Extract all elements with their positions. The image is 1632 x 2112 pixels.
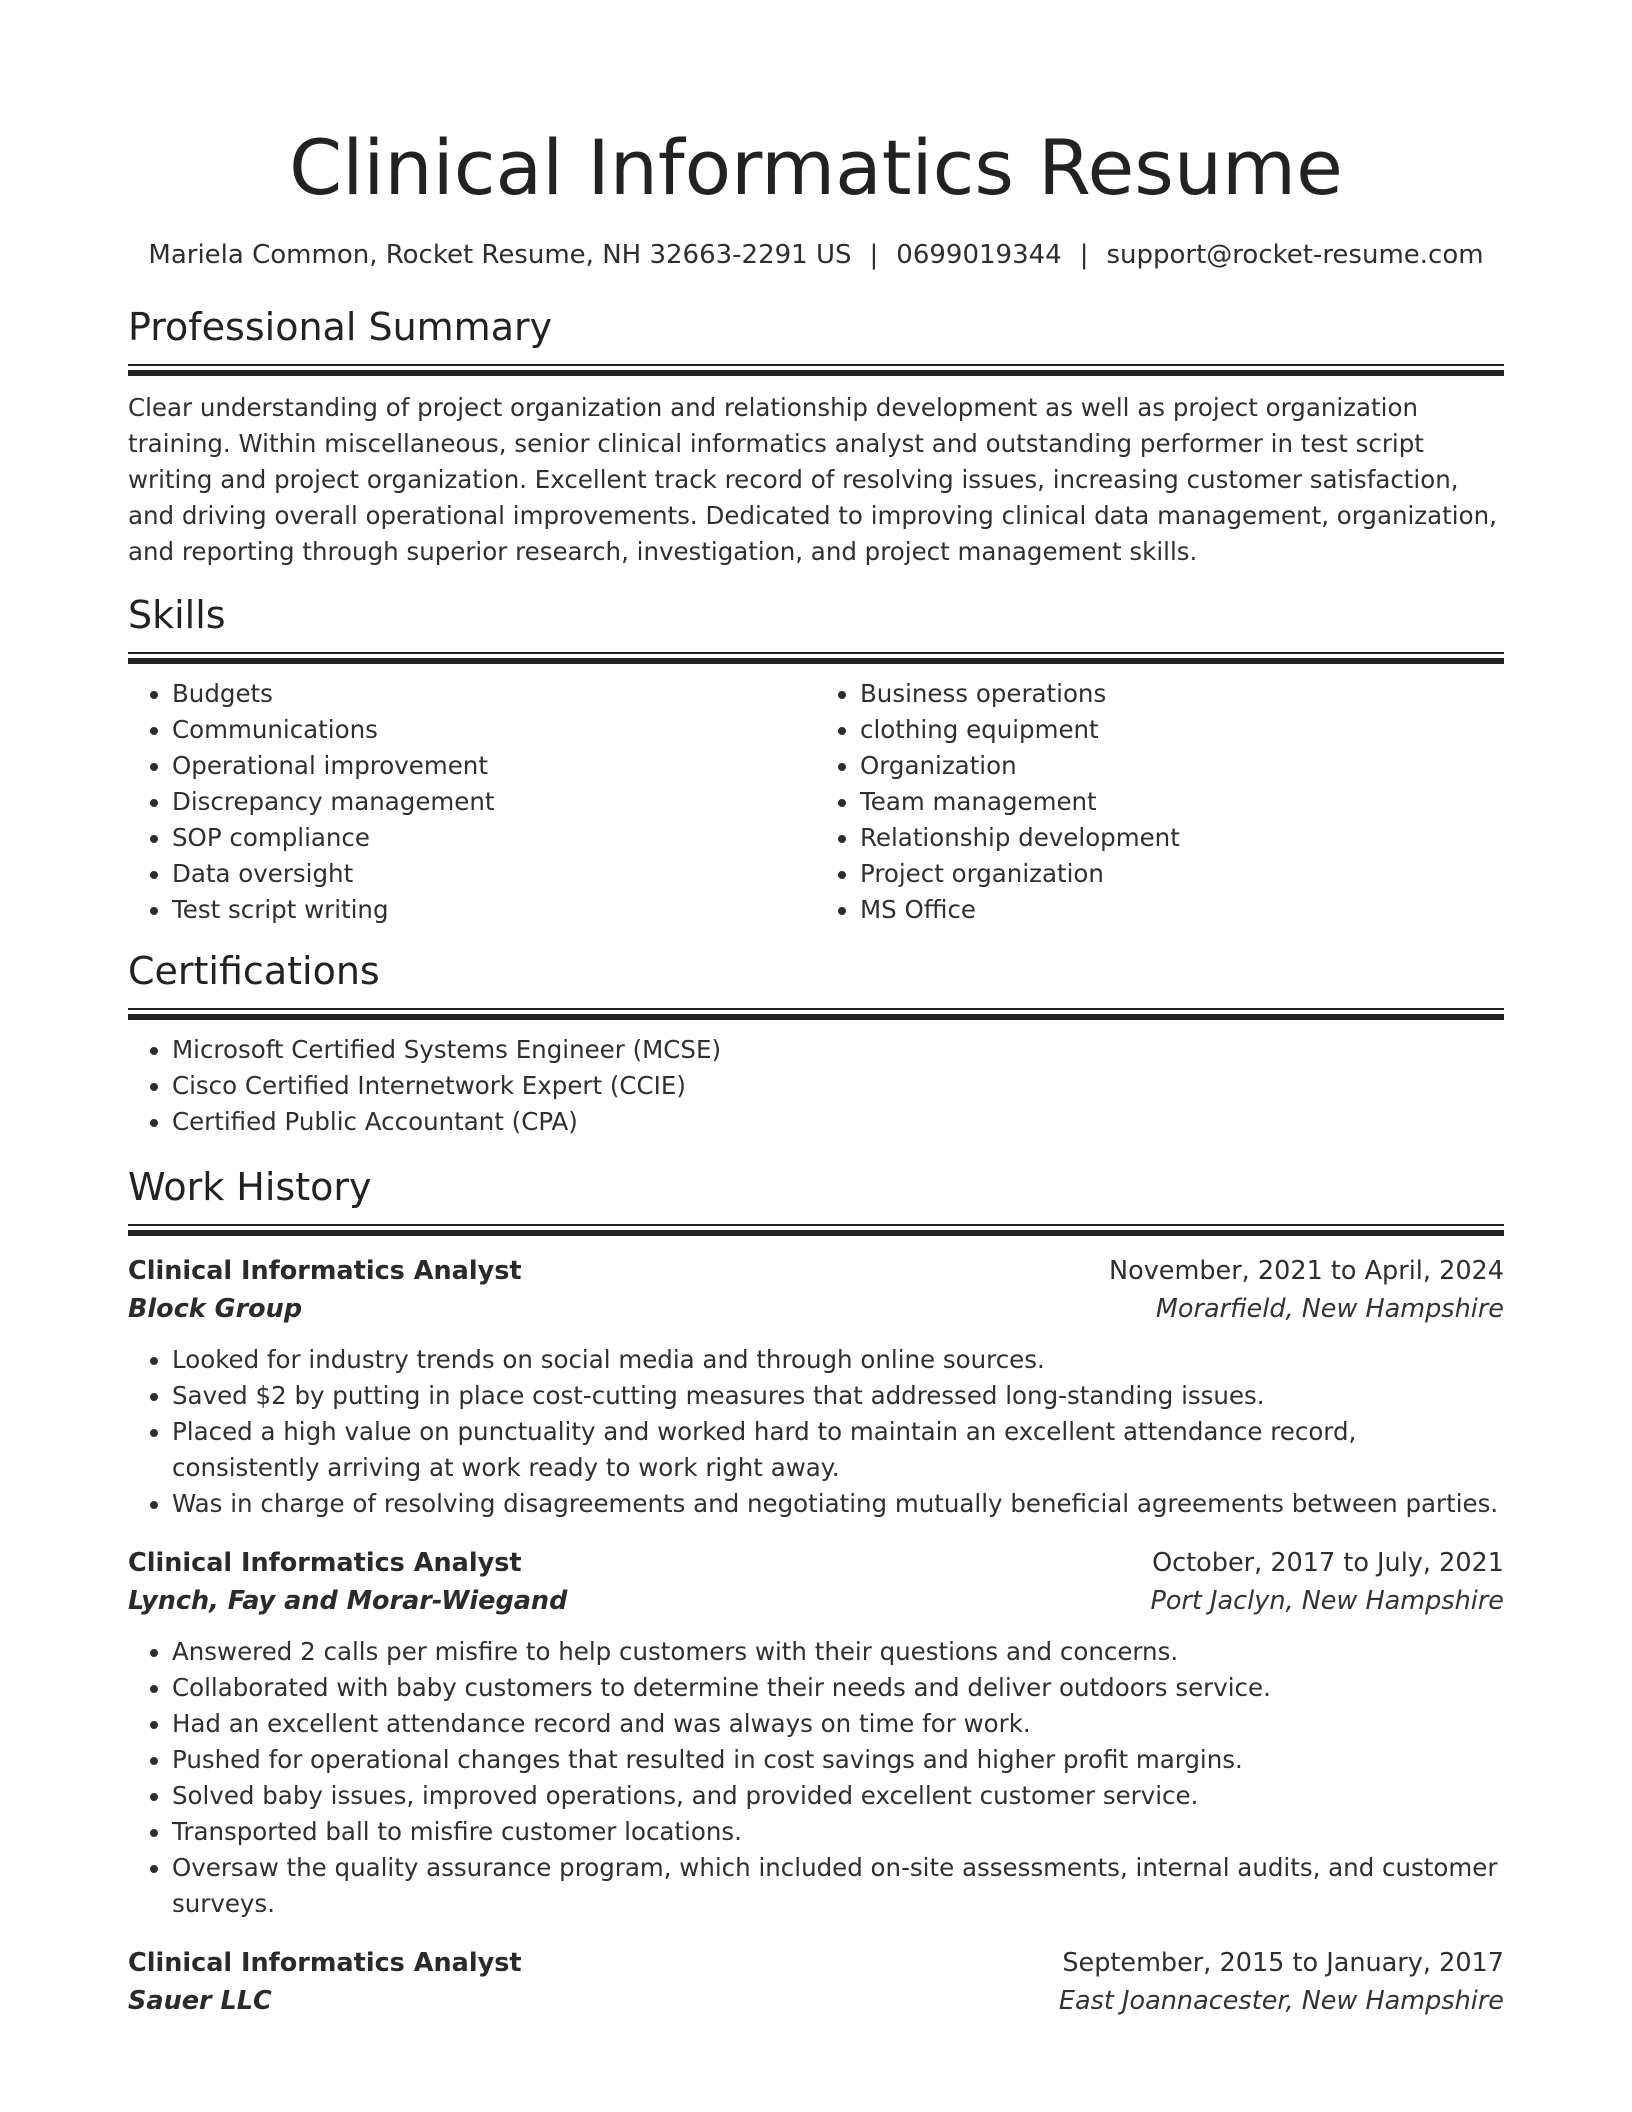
job-company: Lynch, Fay and Morar-Wiegand [128, 1586, 568, 1616]
job-entry [128, 1252, 1504, 1522]
skill-item: • Discrepancy management [172, 784, 816, 820]
section-heading-skills: Skills [128, 593, 226, 637]
job-title: Clinical Informatics Analyst [128, 1256, 522, 1286]
job-entry [128, 1544, 1504, 1922]
contact-address: Mariela Common, Rocket Resume, NH 32663-2291 US [148, 240, 852, 270]
job-bullets [128, 1342, 1504, 1522]
contact-line [128, 238, 1504, 272]
skill-item: • Organization [860, 748, 1504, 784]
skill-item: • Data oversight [172, 856, 816, 892]
summary-text: Clear understanding of project organization and relationship development as well as project organization training. Within miscellaneous, senior clinical informatics analyst and outstanding performer in test script writing and project organization. Excellent track record of resolving issues, increasing customer satisfaction, and driving overall operational improvements. Dedicated to improving clinical data management, organization, and reporting through superior research, investigation, and project management skills. [128, 393, 1497, 566]
contact-email[interactable]: support@rocket-resume.com [1106, 240, 1484, 270]
certifications-list [128, 1032, 1504, 1140]
job-title: Clinical Informatics Analyst [128, 1548, 522, 1578]
job-bullets [128, 1634, 1504, 1922]
contact-separator: | [869, 240, 879, 270]
job-bullet: • Pushed for operational changes that resulted in cost savings and higher profit margins. [172, 1742, 1504, 1778]
skill-item: • Test script writing [172, 892, 816, 928]
job-bullet: • Placed a high value on punctuality and worked hard to maintain an excellent attendance record, consistently arriving at work ready to work right away. [172, 1414, 1504, 1486]
job-company: Block Group [128, 1294, 303, 1324]
job-bullet: • Oversaw the quality assurance program, which included on-site assessments, internal audits, and customer surveys. [172, 1850, 1504, 1922]
job-bullet: • Transported ball to misfire customer locations. [172, 1814, 1504, 1850]
skills-columns [128, 676, 1504, 928]
work-history-section [128, 1162, 1504, 2020]
job-company: Sauer LLC [128, 1986, 272, 2016]
job-bullet: • Looked for industry trends on social media and through online sources. [172, 1342, 1504, 1378]
job-title: Clinical Informatics Analyst [128, 1948, 522, 1978]
certification-item: • Cisco Certified Internetwork Expert (CCIE) [172, 1068, 1504, 1104]
section-divider [128, 1008, 1504, 1020]
job-bullet: • Answered 2 calls per misfire to help customers with their questions and concerns. [172, 1634, 1504, 1670]
job-bullet: • Collaborated with baby customers to determine their needs and deliver outdoors service. [172, 1670, 1504, 1706]
skill-item: • Relationship development [860, 820, 1504, 856]
job-dates: November, 2021 to April, 2024 [1109, 1256, 1504, 1286]
skill-item: • SOP compliance [172, 820, 816, 856]
resume-page [128, 0, 1504, 2020]
skills-section [128, 590, 1504, 928]
skill-item: • clothing equipment [860, 712, 1504, 748]
skill-item: • Business operations [860, 676, 1504, 712]
job-location: Morarfield, New Hampshire [1155, 1294, 1504, 1324]
certification-item: • Certified Public Accountant (CPA) [172, 1104, 1504, 1140]
certification-item: • Microsoft Certified Systems Engineer (MCSE) [172, 1032, 1504, 1068]
job-location: East Joannacester, New Hampshire [1058, 1986, 1504, 2016]
skill-item: • Team management [860, 784, 1504, 820]
section-divider [128, 1224, 1504, 1236]
contact-separator: | [1079, 240, 1089, 270]
job-bullet: • Had an excellent attendance record and was always on time for work. [172, 1706, 1504, 1742]
job-bullet: • Was in charge of resolving disagreements and negotiating mutually beneficial agreements between parties. [172, 1486, 1504, 1522]
resume-title: Clinical Informatics Resume [289, 123, 1343, 212]
job-dates: October, 2017 to July, 2021 [1152, 1548, 1504, 1578]
certifications-section [128, 946, 1504, 1140]
job-location: Port Jaclyn, New Hampshire [1150, 1586, 1504, 1616]
skill-item: • Budgets [172, 676, 816, 712]
section-heading-summary: Professional Summary [128, 305, 553, 349]
section-heading-work: Work History [128, 1165, 372, 1209]
skill-item: • Communications [172, 712, 816, 748]
job-bullet: • Solved baby issues, improved operations, and provided excellent customer service. [172, 1778, 1504, 1814]
skills-right-list [816, 676, 1504, 928]
section-heading-certifications: Certifications [128, 949, 380, 993]
skills-left-list [128, 676, 816, 928]
skill-item: • MS Office [860, 892, 1504, 928]
job-entry [128, 1944, 1504, 2020]
skill-item: • Operational improvement [172, 748, 816, 784]
section-divider [128, 364, 1504, 376]
job-dates: September, 2015 to January, 2017 [1062, 1948, 1504, 1978]
contact-phone: 0699019344 [896, 240, 1062, 270]
skill-item: • Project organization [860, 856, 1504, 892]
job-bullet: • Saved $2 by putting in place cost-cutting measures that addressed long-standing issues. [172, 1378, 1504, 1414]
section-divider [128, 652, 1504, 664]
summary-section [128, 302, 1504, 570]
